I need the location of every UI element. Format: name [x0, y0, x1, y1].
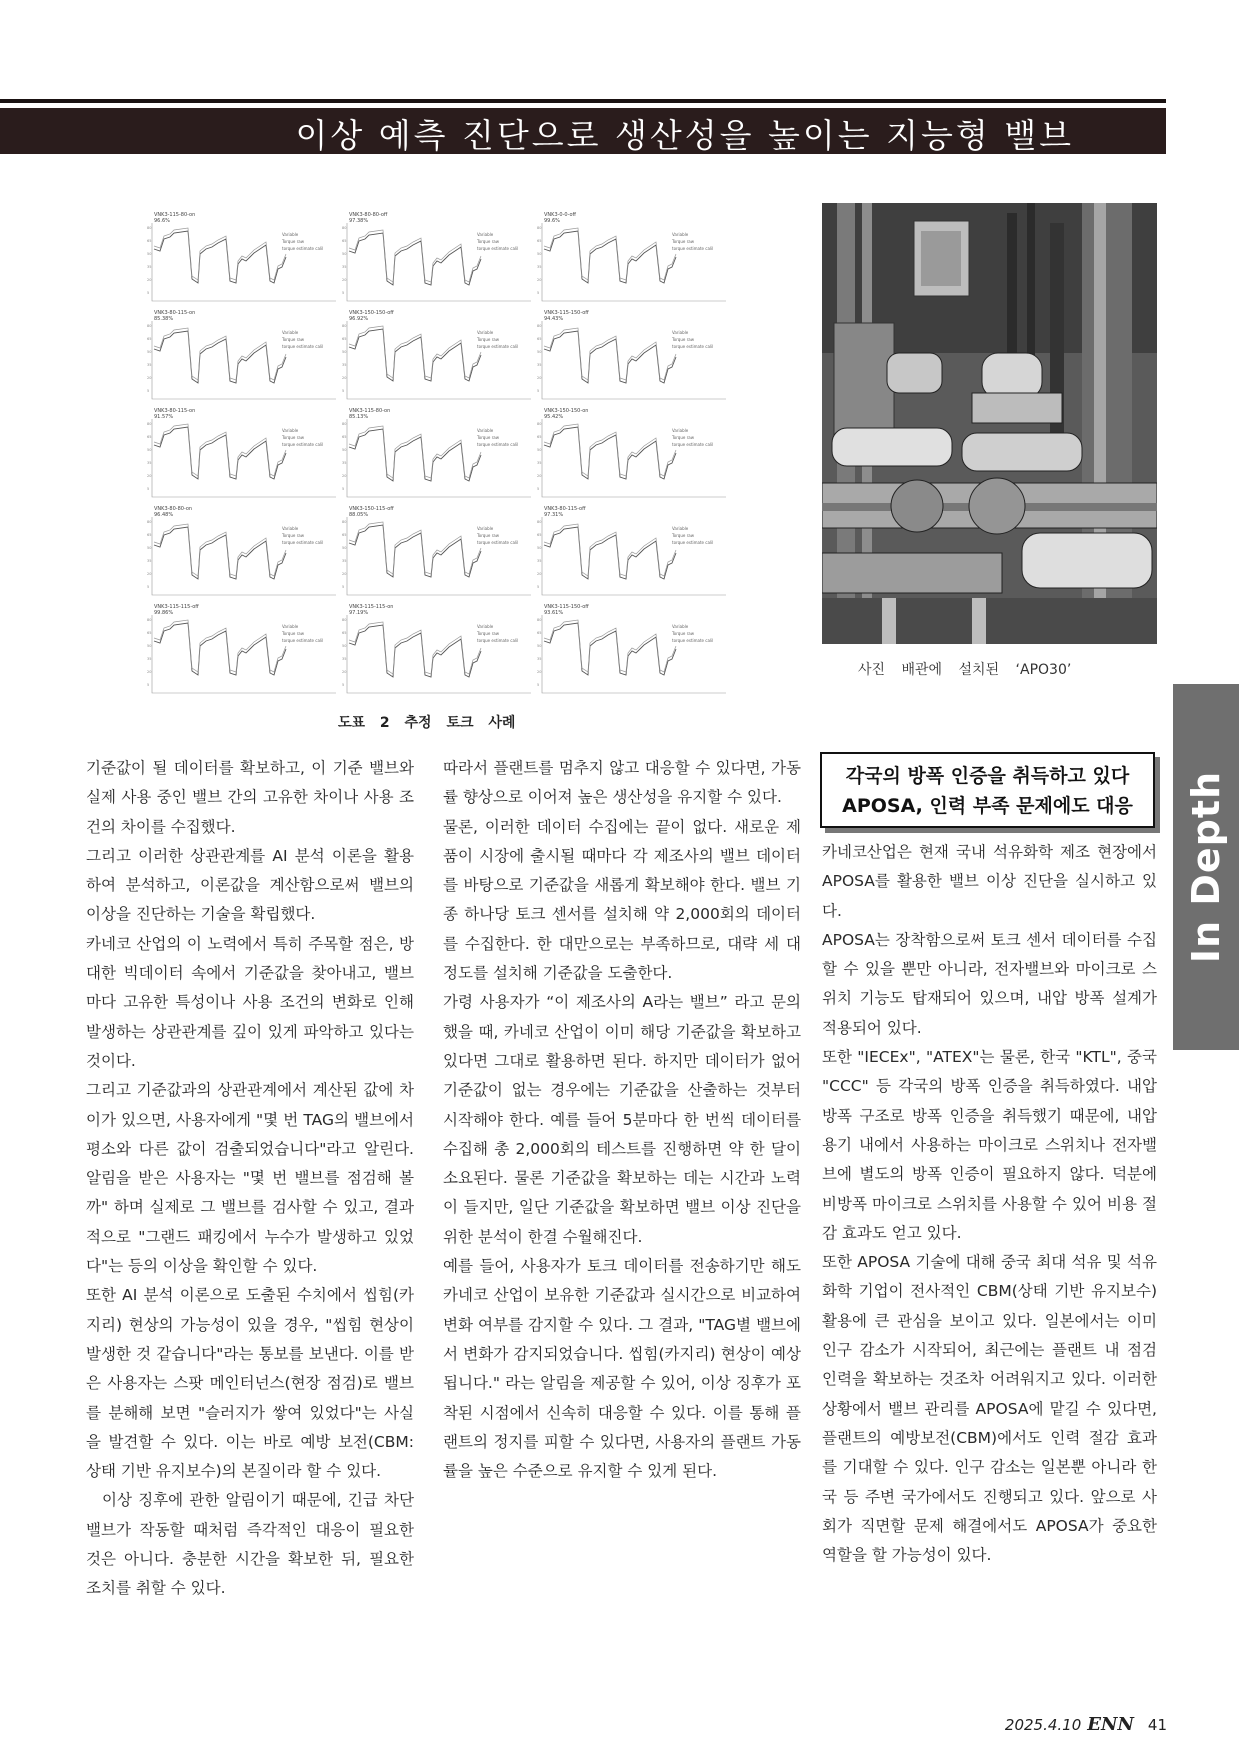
tick-label: 65 [147, 337, 152, 341]
tick-label: 65 [147, 533, 152, 537]
panel-label: VNK3-150-115-off 88.05% [349, 506, 394, 518]
torque-plot-panel [536, 307, 731, 405]
section-side-tab [1173, 684, 1239, 1050]
tick-label: 50 [147, 644, 152, 648]
paragraph: 물론, 이러한 데이터 수집에는 끝이 없다. 새로운 제품이 시장에 출시될 때마다 각 제조사의 밸브 데이터를 바탕으로 기준값을 새롭게 확보해야 한다. 밸브 기종 하나당 토크 센서를 설치해 약 2,000회의 데이터를 수집한다. 한 대만으로는 부족하므로, 대략 세 대 정도를 설치해 기준값을 도출한다. [443, 817, 801, 983]
tick-label: 5 [342, 389, 345, 393]
tick-label: 65 [147, 435, 152, 439]
tick-label: 50 [342, 644, 347, 648]
series-torque-estimate [154, 424, 286, 476]
paragraph: 또한 "IECEx", "ATEX"는 물론, 한국 "KTL", 중국 "CCC" 등 각국의 방폭 인증을 취득하였다. 내압 방폭 구조로 방폭 인증을 취득했기 때문에, 내압 용기 내에서 사용하는 마이크로 스위치나 전자밸브에 별도의 방폭 인증이 필요하지 않다. 덕분에 비방폭 마이크로 스위치를 사용할 수 있어 비용 절감 효과도 얻고 있다. [822, 1048, 1157, 1242]
tick-label: 5 [147, 487, 150, 491]
panel-label: VNK3-0-0-off 99.6% [544, 212, 576, 224]
torque-plot-panel [536, 601, 731, 699]
tick-label: 20 [537, 278, 542, 282]
torque-plot-panel [536, 503, 731, 601]
panel-legend: Variable Torque raw torque estimate calil [282, 428, 324, 447]
tick-label: 65 [342, 239, 347, 243]
tick-label: 80 [147, 618, 152, 622]
panel-label: VNK3-115-115-on 97.19% [349, 604, 394, 616]
tick-label: 35 [147, 461, 152, 465]
tick-label: 65 [537, 435, 542, 439]
tick-label: 80 [342, 422, 347, 426]
tick-label: 35 [147, 559, 152, 563]
tick-label: 20 [342, 474, 347, 478]
tick-label: 65 [147, 631, 152, 635]
tick-label: 5 [342, 291, 345, 295]
panel-label: VNK3-115-150-off 93.61% [544, 604, 589, 616]
torque-plot-panel [146, 405, 341, 503]
tick-label: 80 [147, 520, 152, 524]
tick-label: 20 [342, 670, 347, 674]
tick-label: 35 [147, 265, 152, 269]
paragraph: APOSA는 장착함으로써 토크 센서 데이터를 수집할 수 있을 뿐만 아니라, 전자밸브와 마이크로 스위치 기능도 탑재되어 있으며, 내압 방폭 설계가 적용되어 있다. [822, 930, 1157, 1037]
paragraph: 따라서 플랜트를 멈추지 않고 대응할 수 있다면, 가동률 향상으로 이어져 높은 생산성을 유지할 수 있다. [443, 759, 801, 807]
torque-plot-panel [341, 601, 536, 699]
torque-plot-panel [341, 209, 536, 307]
panel-legend: Variable Torque raw torque estimate calil [672, 330, 714, 349]
torque-plot-panel [341, 405, 536, 503]
panel-legend: Variable Torque raw torque estimate calil [672, 428, 714, 447]
series-torque-estimate [544, 424, 676, 476]
series-torque-estimate [349, 522, 481, 574]
tick-label: 20 [537, 376, 542, 380]
tick-label: 20 [537, 670, 542, 674]
chart-caption: 도표 2 추정 토크 사례 [338, 715, 516, 731]
tick-label: 35 [537, 559, 542, 563]
panel-label: VNK3-115-80-on 85.13% [349, 408, 391, 420]
paragraph: 카네코 산업의 이 노력에서 특히 주목할 점은, 방대한 빅데이터 속에서 기준값을 찾아내고, 밸브마다 고유한 특성이나 사용 조건의 변화로 인해 발생하는 상관관계를 깊이 있게 파악하고 있다는 것이다. [86, 934, 414, 1070]
tick-label: 80 [537, 226, 542, 230]
panel-label: VNK3-150-150-off 96.92% [349, 310, 394, 322]
section-heading-box [820, 752, 1155, 828]
tick-label: 35 [342, 363, 347, 367]
panel-label: VNK3-80-115-on 85.38% [154, 310, 196, 322]
tick-label: 50 [537, 350, 542, 354]
tick-label: 80 [537, 422, 542, 426]
panel-label: VNK3-80-115-on 91.57% [154, 408, 196, 420]
tick-label: 5 [537, 487, 540, 491]
panel-legend: Variable Torque raw torque estimate calil [282, 330, 324, 349]
paragraph: 예를 들어, 사용자가 토크 데이터를 전송하기만 해도 카네코 산업이 보유한 기준값과 실시간으로 비교하여 변화 여부를 감지할 수 있다. 그 결과, "TAG별 밸브에서 변화가 감지되었습니다. 씹힘(카지리) 현상이 예상됩니다." 라는 알림을 제공할 수 있어, 이상 징후가 포착된 시점에서 신속히 대응할 수 있다. 이를 통해 플랜트의 정지를 피할 수 있다면, 사용자의 플랜트 가동률을 높은 수준으로 유지할 수 있게 된다. [443, 1257, 801, 1481]
tick-label: 5 [147, 291, 150, 295]
tick-label: 80 [342, 226, 347, 230]
tick-label: 5 [342, 487, 345, 491]
tick-label: 65 [147, 239, 152, 243]
tick-label: 20 [147, 278, 152, 282]
torque-plot-panel [341, 503, 536, 601]
tick-label: 80 [147, 422, 152, 426]
tick-label: 5 [342, 683, 345, 687]
article-column-2 [443, 754, 801, 1486]
tick-label: 20 [147, 376, 152, 380]
tick-label: 50 [147, 252, 152, 256]
paragraph: 가령 사용자가 “이 제조사의 A라는 밸브” 라고 문의했을 때, 카네코 산업이 이미 해당 기준값을 확보하고 있다면 그대로 활용하면 된다. 하지만 데이터가 없어 기준값이 없는 경우에는 기준값을 산출하는 것부터 시작해야 한다. 예를 들어 5분마다 한 번씩 데이터를 수집해 총 2,000회의 테스트를 진행하면 약 한 달이 소요된다. 물론 기준값을 확보하는 데는 시간과 노력이 들지만, 일단 기준값을 확보하면 밸브 이상 진단을 위한 분석이 한결 수월해진다. [443, 993, 801, 1246]
tick-label: 5 [537, 683, 540, 687]
series-torque-estimate [544, 228, 676, 280]
torque-plot-panel [146, 209, 341, 307]
series-torque-estimate [349, 230, 481, 282]
tick-label: 65 [342, 533, 347, 537]
tick-label: 35 [537, 363, 542, 367]
panel-legend: Variable Torque raw torque estimate calil [282, 526, 324, 545]
tick-label: 80 [147, 226, 152, 230]
section-heading-line-1: 각국의 방폭 인증을 취득하고 있다 [845, 765, 1130, 787]
tick-label: 20 [537, 474, 542, 478]
tick-label: 35 [537, 461, 542, 465]
tick-label: 5 [537, 585, 540, 589]
top-rule [0, 99, 1166, 103]
series-torque-estimate [154, 228, 286, 280]
torque-plot-panel [341, 307, 536, 405]
tick-label: 65 [537, 631, 542, 635]
tick-label: 50 [537, 448, 542, 452]
tick-label: 20 [147, 572, 152, 576]
tick-label: 80 [147, 324, 152, 328]
tick-label: 65 [537, 239, 542, 243]
tick-label: 50 [342, 546, 347, 550]
torque-estimate-chart-grid [146, 209, 731, 698]
tick-label: 65 [342, 631, 347, 635]
tick-label: 5 [342, 585, 345, 589]
magazine-brand: ENN [1087, 1714, 1134, 1735]
tick-label: 80 [537, 618, 542, 622]
series-torque-estimate [349, 326, 481, 378]
tick-label: 35 [342, 461, 347, 465]
panel-label: VNK3-80-80-on 96.48% [154, 506, 193, 518]
tick-label: 5 [147, 389, 150, 393]
paragraph: 또한 AI 분석 이론으로 도출된 수치에서 씹힘(카지리) 현상의 가능성이 있을 경우, "씹힘 현상이 발생한 것 같습니다"라는 통보를 보낸다. 이를 받은 사용자는 스팟 메인터넌스(현장 점검)로 밸브를 분해해 보면 "슬러지가 쌓여 있었다"는 사실을 발견할 수 있다. 이는 바로 예방 보전(CBM: 상태 기반 유지보수)의 본질이라 할 수 있다. [86, 1286, 414, 1481]
torque-plot-panel [536, 405, 731, 503]
paragraph: 기준값이 될 데이터를 확보하고, 이 기준 밸브와 실제 사용 중인 밸브 간의 고유한 차이나 사용 조건의 차이를 수집했다. [86, 759, 414, 836]
panel-legend: Variable Torque raw torque estimate calil [282, 232, 324, 251]
tick-label: 35 [147, 657, 152, 661]
tick-label: 65 [537, 533, 542, 537]
tick-label: 65 [342, 337, 347, 341]
tick-label: 20 [342, 572, 347, 576]
tick-label: 20 [147, 670, 152, 674]
tick-label: 35 [342, 657, 347, 661]
tick-label: 50 [147, 350, 152, 354]
photo-caption: 사진 배관에 설치된 ‘APO30’ [858, 662, 1072, 678]
series-torque-estimate [154, 524, 286, 576]
tick-label: 5 [537, 389, 540, 393]
panel-legend: Variable Torque raw torque estimate calil [672, 624, 714, 643]
tick-label: 35 [147, 363, 152, 367]
series-torque-estimate [154, 620, 286, 672]
tick-label: 35 [537, 265, 542, 269]
tick-label: 50 [537, 252, 542, 256]
panel-legend: Variable Torque raw torque estimate calil [672, 232, 714, 251]
tick-label: 35 [342, 559, 347, 563]
panel-legend: Variable Torque raw torque estimate calil [477, 526, 519, 545]
valve-piping-image [822, 203, 1157, 644]
paragraph: 또한 APOSA 기술에 대해 중국 최대 석유 및 석유화학 기업이 전사적인 CBM(상태 기반 유지보수) 활용에 큰 관심을 보이고 있다. 일본에서는 이미 인구 감소가 시작되어, 최근에는 플랜트 내 점검 인력을 확보하는 것조차 어려워지고 있다. 이러한 상황에서 밸브 관리를 APOSA에 맡길 수 있다면, 플랜트의 예방보전(CBM)에서도 인력 절감 효과를 기대할 수 있다. 인구 감소는 일본뿐 아니라 한국 등 주변 국가에서도 진행되고 있다. 앞으로 사회가 직면할 문제 해결에서도 APOSA가 중요한 역할을 할 가능성이 있다. [822, 1253, 1157, 1565]
panel-label: VNK3-115-115-off 99.86% [154, 604, 199, 616]
tick-label: 80 [537, 324, 542, 328]
tick-label: 50 [537, 546, 542, 550]
tick-label: 50 [537, 644, 542, 648]
valve-photo [822, 203, 1157, 644]
page-number: 41 [1147, 1716, 1167, 1734]
tick-label: 50 [147, 448, 152, 452]
series-torque-estimate [544, 620, 676, 672]
panel-label: VNK3-115-80-on 96.6% [154, 212, 196, 224]
torque-plot-panel [146, 601, 341, 699]
series-torque-estimate [349, 622, 481, 674]
torque-plot-panel [146, 503, 341, 601]
tick-label: 80 [537, 520, 542, 524]
tick-label: 65 [537, 337, 542, 341]
tick-label: 35 [342, 265, 347, 269]
paragraph: 그리고 이러한 상관관계를 AI 분석 이론을 활용하여 분석하고, 이론값을 계산함으로써 밸브의 이상을 진단하는 기술을 확립했다. [86, 846, 414, 924]
panel-legend: Variable Torque raw torque estimate calil [672, 526, 714, 545]
tick-label: 50 [147, 546, 152, 550]
paragraph: 카네코산업은 현재 국내 석유화학 제조 현장에서 APOSA를 활용한 밸브 이상 진단을 실시하고 있다. [822, 843, 1157, 920]
panel-label: VNK3-150-150-on 95.42% [544, 408, 589, 420]
page-title: 이상 예측 진단으로 생산성을 높이는 지능형 밸브 [295, 116, 1074, 155]
paragraph: 그리고 기준값과의 상관관계에서 계산된 값에 차이가 있으면, 사용자에게 "몇 번 TAG의 밸브에서 평소와 다른 값이 검출되었습니다"라고 알린다. 알림을 받은 사용자는 "몇 번 밸브를 점검해 볼까" 하며 실제로 그 밸브를 검사할 수 있고, 결과적으로 "그랜드 패킹에서 누수가 발생하고 있었다"는 등의 이상을 확인할 수 있다. [86, 1081, 414, 1276]
torque-plot-panel [536, 209, 731, 307]
panel-label: VNK3-80-80-off 97.38% [349, 212, 388, 224]
series-torque-estimate [154, 328, 286, 380]
tick-label: 5 [537, 291, 540, 295]
series-torque-estimate [349, 426, 481, 478]
tick-label: 20 [537, 572, 542, 576]
panel-label: VNK3-115-150-off 94.43% [544, 310, 589, 322]
tick-label: 35 [537, 657, 542, 661]
panel-legend: Variable Torque raw torque estimate calil [477, 624, 519, 643]
panel-legend: Variable Torque raw torque estimate calil [282, 624, 324, 643]
torque-plot-panel [146, 307, 341, 405]
tick-label: 50 [342, 448, 347, 452]
tick-label: 80 [342, 324, 347, 328]
panel-legend: Variable Torque raw torque estimate calil [477, 232, 519, 251]
article-column-1 [86, 754, 414, 1604]
issue-date: 2025.4.10 [1004, 1716, 1082, 1734]
tick-label: 20 [342, 376, 347, 380]
tick-label: 80 [342, 618, 347, 622]
tick-label: 50 [342, 252, 347, 256]
page-footer [1005, 1714, 1167, 1735]
tick-label: 5 [147, 683, 150, 687]
tick-label: 20 [342, 278, 347, 282]
tick-label: 5 [147, 585, 150, 589]
panel-legend: Variable Torque raw torque estimate calil [477, 330, 519, 349]
series-torque-estimate [544, 328, 676, 380]
article-column-3 [822, 838, 1157, 1570]
panel-label: VNK3-80-115-off 97.31% [544, 506, 586, 518]
series-torque-estimate [544, 524, 676, 576]
paragraph: 이상 징후에 관한 알림이기 때문에, 긴급 차단 밸브가 작동할 때처럼 즉각적인 대응이 필요한 것은 아니다. 충분한 시간을 확보한 뒤, 필요한 조치를 취할 수 있다. [86, 1491, 414, 1598]
tick-label: 80 [342, 520, 347, 524]
side-tab-label: In Depth [1184, 770, 1228, 964]
tick-label: 65 [342, 435, 347, 439]
tick-label: 50 [342, 350, 347, 354]
section-heading-line-2: APOSA, 인력 부족 문제에도 대응 [842, 795, 1133, 817]
panel-legend: Variable Torque raw torque estimate calil [477, 428, 519, 447]
title-bar [0, 108, 1166, 154]
tick-label: 20 [147, 474, 152, 478]
